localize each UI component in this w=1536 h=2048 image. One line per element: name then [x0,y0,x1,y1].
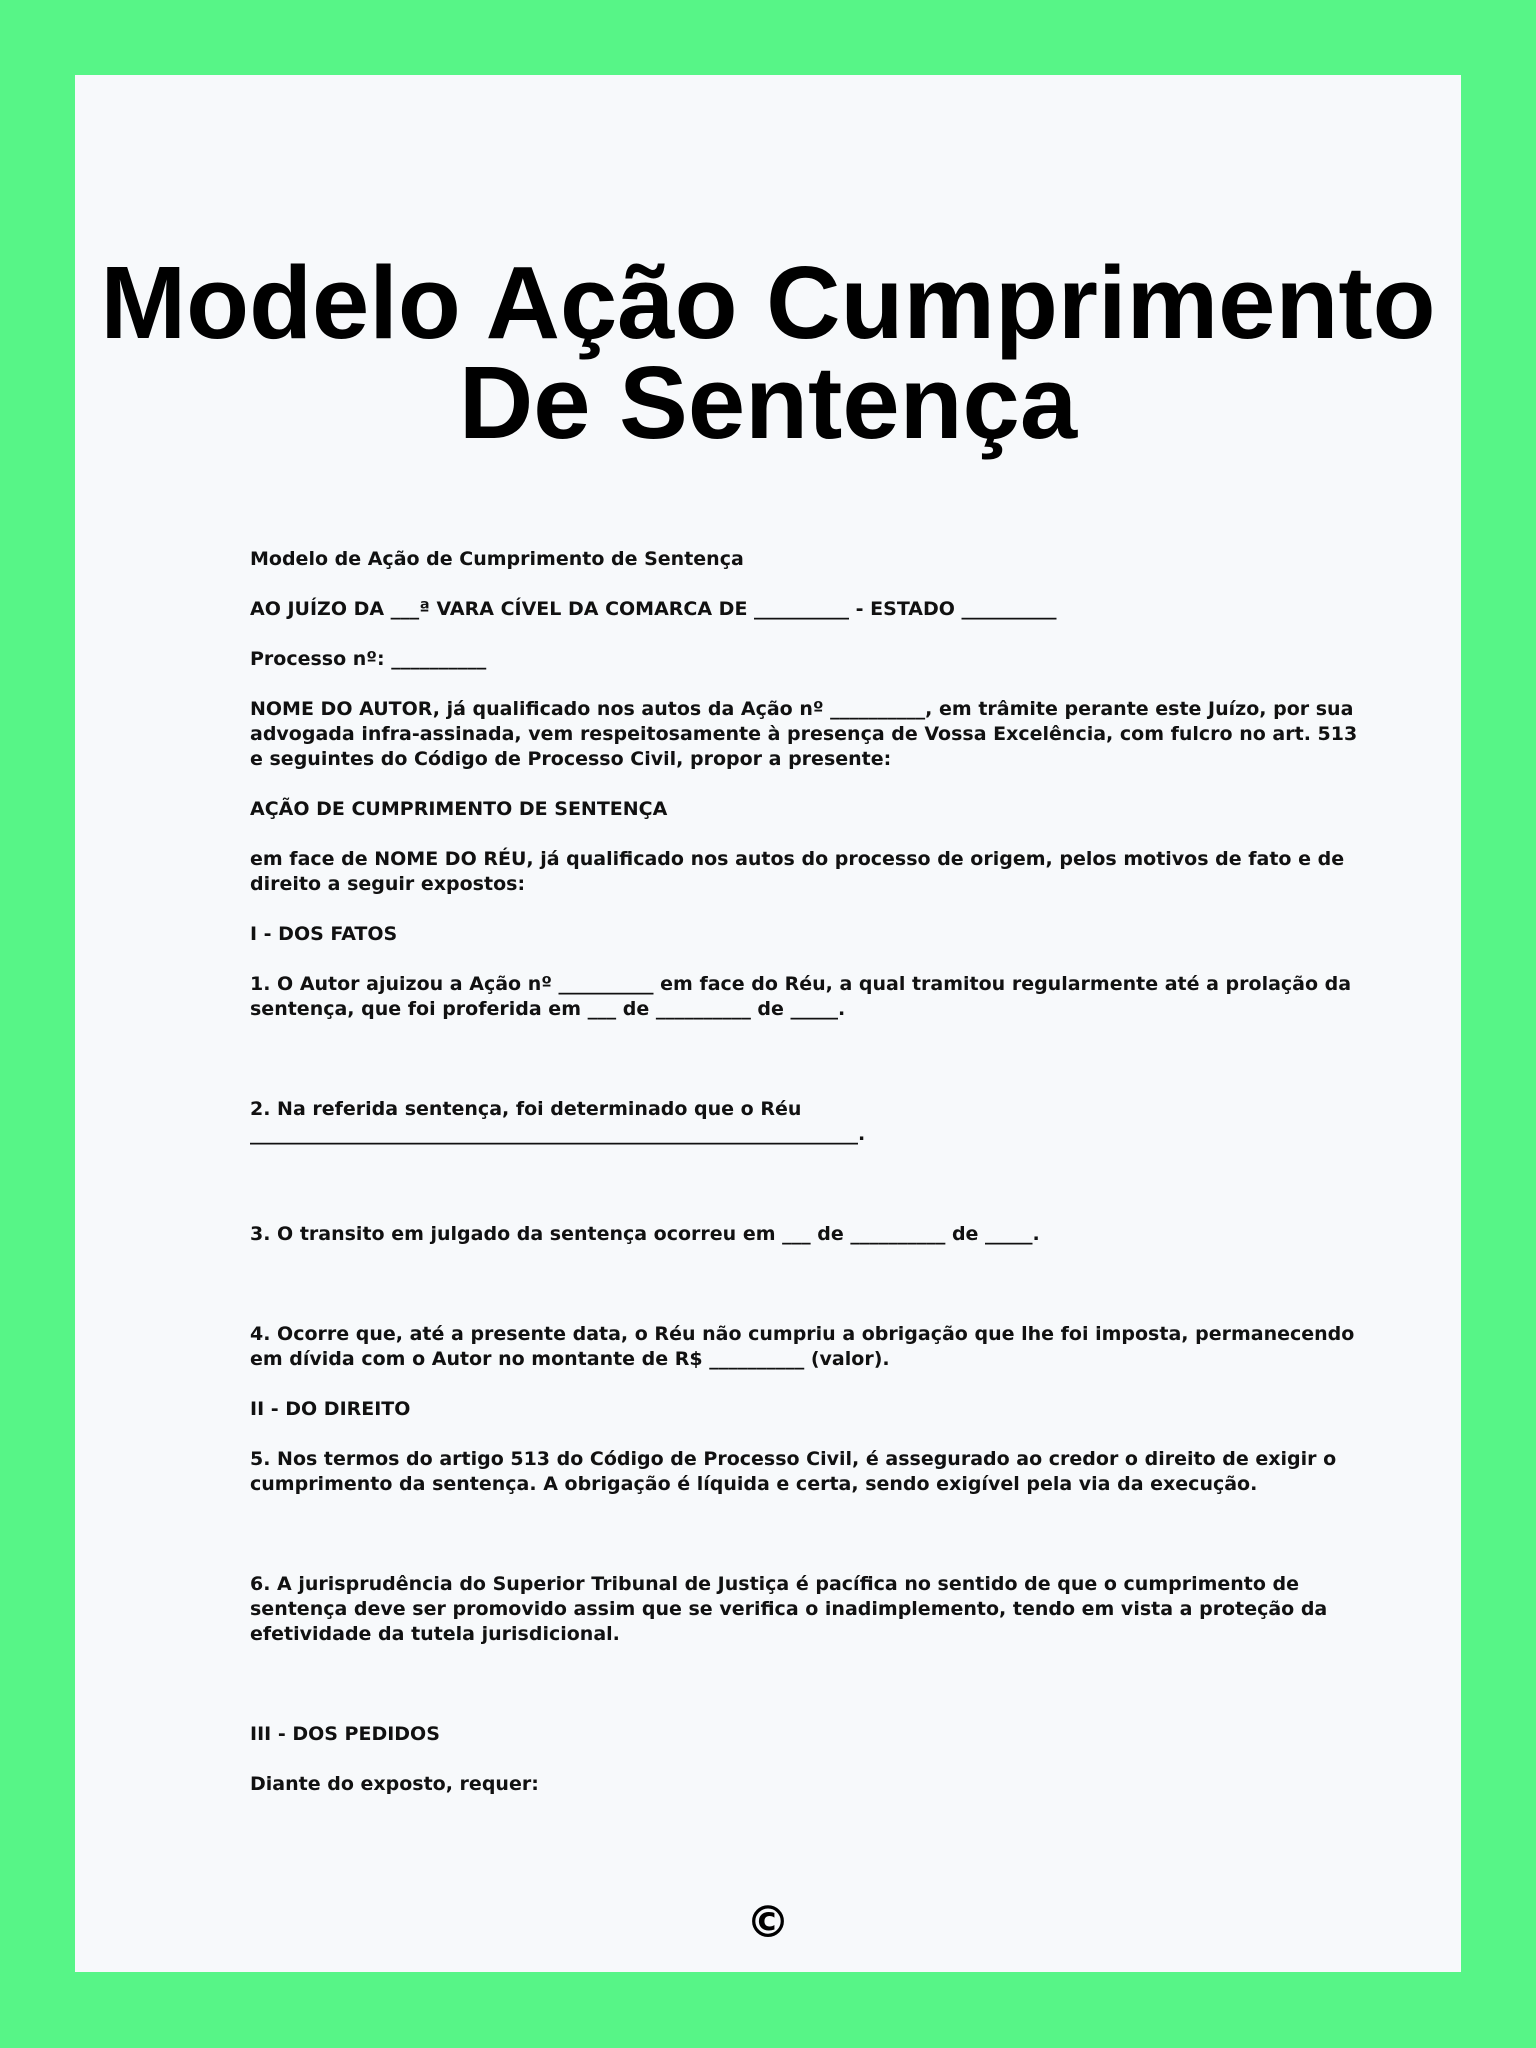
section-heading-requests: III - DOS PEDIDOS [250,1723,440,1745]
intro-paragraph: NOME DO AUTOR, já qualificado nos autos da Ação nº __________, em trâmite perante este Juízo, por sua advogada infra-assinada, vem respeitosamente à presença de Vossa Excelência, com fulcro no art. 513 e seguintes do Código de Processo Civil, propor a presente: [250,698,1364,770]
fact-item-2: 2. Na referida sentença, foi determinado que o Réu ________________________________________________________________. [250,1098,866,1145]
fact-item-4: 4. Ocorre que, até a presente data, o Réu não cumpriu a obrigação que lhe foi imposta, permanecendo em dívida com o Autor no montante de R$ __________ (valor). [250,1323,1361,1370]
law-item-5: 5. Nos termos do artigo 513 do Código de Processo Civil, é assegurado ao credor o direito de exigir o cumprimento da sentença. A obrigação é líquida e certa, sendo exigível pela via da execução. [250,1448,1343,1495]
section-heading-facts: I - DOS FATOS [250,923,398,945]
against-paragraph: em face de NOME DO RÉU, já qualificado nos autos do processo de origem, pelos motivos de fato e de direito a seguir expostos: [250,848,1351,895]
court-address: AO JUÍZO DA ___ª VARA CÍVEL DA COMARCA DE __________ - ESTADO __________ [250,598,1057,620]
law-item-6: 6. A jurisprudência do Superior Tribunal de Justiça é pacífica no sentido de que o cumprimento de sentença deve ser promovido assim que se verifica o inadimplemento, tendo em vista a proteção da efetividade da tutela jurisdicional. [250,1573,1334,1645]
title-line-2: De Sentença [458,345,1078,460]
request-paragraph: Diante do exposto, requer: [250,1773,539,1795]
document-heading: Modelo de Ação de Cumprimento de Sentença [250,548,744,570]
fact-item-3: 3. O transito em julgado da sentença ocorreu em ___ de __________ de _____. [250,1223,1040,1245]
fact-item-1: 1. O Autor ajuizou a Ação nº __________ em face do Réu, a qual tramitou regularmente até a prolação da sentença, que foi proferida em ___ de __________ de _____. [250,973,1358,1020]
title-line-1: Modelo Ação Cumprimento [100,245,1436,360]
action-title: AÇÃO DE CUMPRIMENTO DE SENTENÇA [250,798,668,820]
copyright-icon: © [746,1897,790,1948]
document-page [75,75,1461,1972]
document-body [250,547,1364,1797]
page-title [75,245,1461,460]
process-number: Processo nº: __________ [250,648,487,670]
section-heading-law: II - DO DIREITO [250,1398,411,1420]
